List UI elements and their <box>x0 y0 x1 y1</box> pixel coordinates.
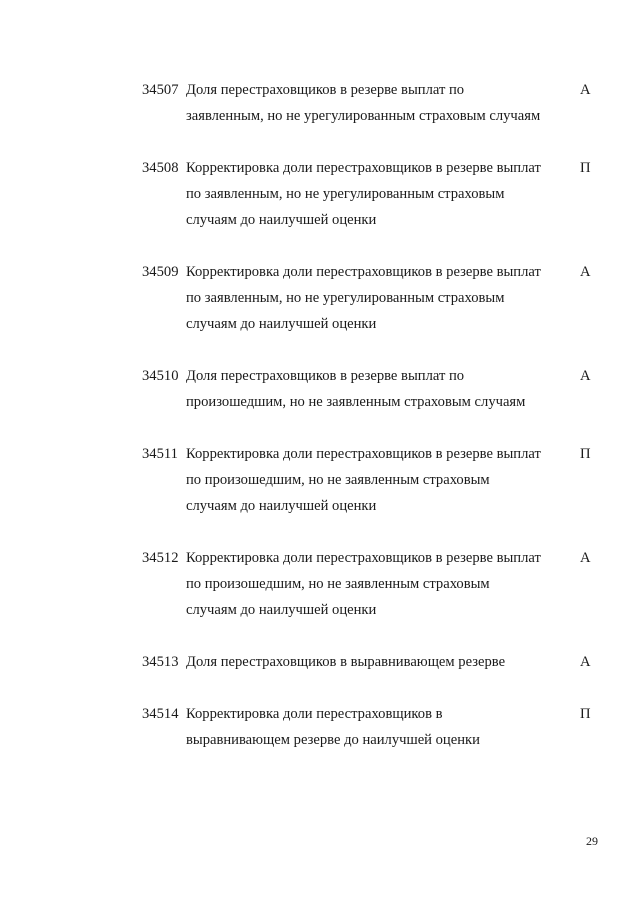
entry-description-line: по произошедшим, но не заявленным страховым <box>186 576 490 592</box>
entry-code: 34509 <box>142 264 179 280</box>
entry-description-line: случаям до наилучшей оценки <box>186 498 377 514</box>
entry-description-line: Доля перестраховщиков в выравнивающем резерве <box>186 654 506 670</box>
entry-type: А <box>580 82 591 98</box>
entry-description <box>186 155 566 233</box>
entry-description-line: Корректировка доли перестраховщиков в резерве выплат <box>186 160 541 176</box>
entry-code: 34514 <box>142 706 179 722</box>
entry-description-line: Корректировка доли перестраховщиков в резерве выплат <box>186 550 541 566</box>
page-number: 29 <box>586 834 598 848</box>
entry-description-line: Корректировка доли перестраховщиков в резерве выплат <box>186 446 541 462</box>
entry-type: П <box>580 706 591 722</box>
entry-description-line: Корректировка доли перестраховщиков в <box>186 706 443 722</box>
entry-description <box>186 701 566 753</box>
entry-description <box>186 77 566 129</box>
entry-code: 34512 <box>142 550 179 566</box>
entry-description-line: произошедшим, но не заявленным страховым случаям <box>186 394 526 410</box>
entry-description <box>186 363 566 415</box>
entry-description-line: Доля перестраховщиков в резерве выплат по <box>186 368 465 384</box>
entry-type: А <box>580 264 591 280</box>
entry-code: 34507 <box>142 82 179 98</box>
entry-description-line: случаям до наилучшей оценки <box>186 316 377 332</box>
entry-code: 34508 <box>142 160 179 176</box>
entry-type: А <box>580 654 591 670</box>
entry-description-line: заявленным, но не урегулированным страховым случаям <box>186 108 541 124</box>
entry-type: А <box>580 550 591 566</box>
entry-description <box>186 441 566 519</box>
entry-description <box>186 545 566 623</box>
entry-description <box>186 649 566 675</box>
entry-description-line: случаям до наилучшей оценки <box>186 212 377 228</box>
entry-type: А <box>580 368 591 384</box>
entry-description-line: Доля перестраховщиков в резерве выплат по <box>186 82 465 98</box>
entry-type: П <box>580 160 591 176</box>
entry-code: 34513 <box>142 654 179 670</box>
entry-description-line: Корректировка доли перестраховщиков в резерве выплат <box>186 264 541 280</box>
entry-code: 34510 <box>142 368 179 384</box>
entry-code: 34511 <box>142 446 178 462</box>
entry-description-line: по произошедшим, но не заявленным страховым <box>186 472 490 488</box>
entry-description-line: выравнивающем резерве до наилучшей оценки <box>186 732 480 748</box>
entry-type: П <box>580 446 591 462</box>
entry-description-line: по заявленным, но не урегулированным страховым <box>186 290 505 306</box>
entry-description-line: по заявленным, но не урегулированным страховым <box>186 186 505 202</box>
entry-description <box>186 259 566 337</box>
entry-description-line: случаям до наилучшей оценки <box>186 602 377 618</box>
